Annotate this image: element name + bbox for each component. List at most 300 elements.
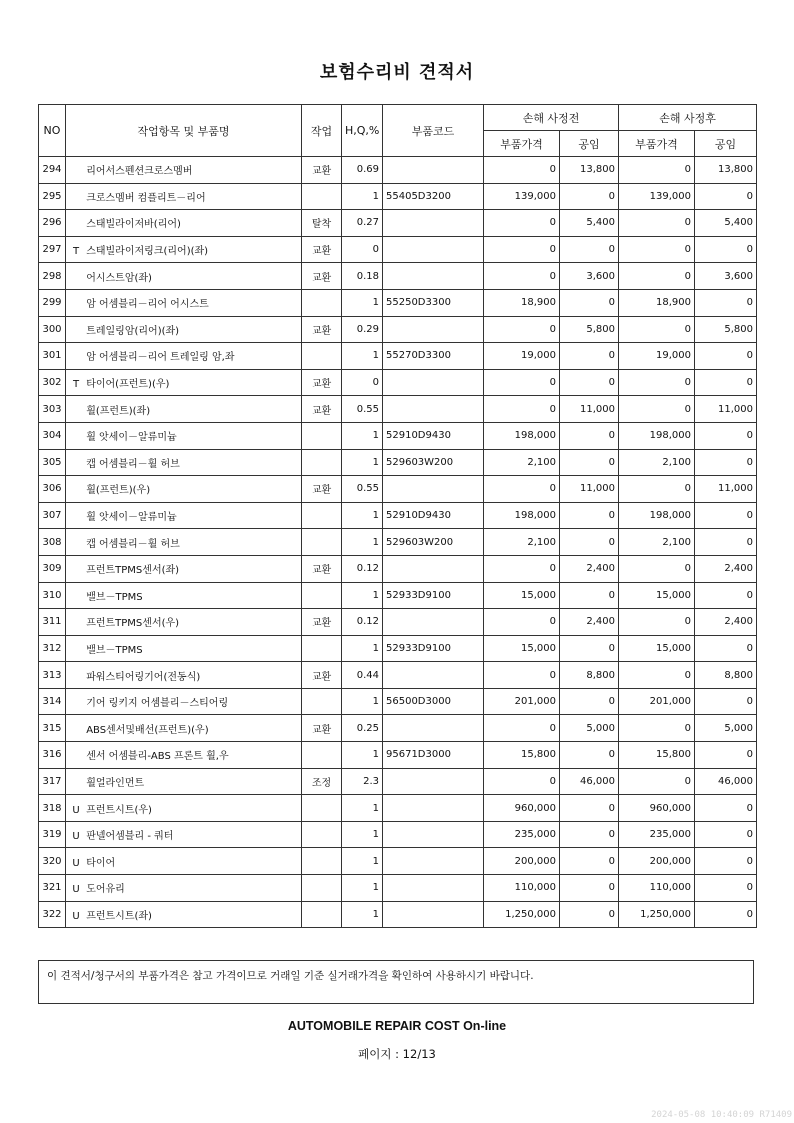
estimate-table xyxy=(38,104,757,928)
cell-item-label: 휠(프런트)(우) xyxy=(86,485,151,497)
cell-before-part-price: 960,000 xyxy=(484,795,560,822)
cell-after-labor: 0 xyxy=(695,236,757,263)
table-row xyxy=(39,210,757,237)
cell-after-labor: 13,800 xyxy=(695,157,757,184)
header-work: 작업 xyxy=(302,105,342,157)
cell-no: 317 xyxy=(39,768,66,795)
cell-after-labor: 5,800 xyxy=(695,316,757,343)
table-row xyxy=(39,529,757,556)
cell-before-part-price: 0 xyxy=(484,662,560,689)
cell-before-labor: 0 xyxy=(560,901,619,928)
cell-item-label: 도어유리 xyxy=(86,884,125,896)
cell-hq: 1 xyxy=(342,688,383,715)
cell-item-name xyxy=(66,688,302,715)
cell-hq: 1 xyxy=(342,582,383,609)
table-row xyxy=(39,289,757,316)
cell-after-part-price: 2,100 xyxy=(619,449,695,476)
cell-part-code xyxy=(383,210,484,237)
cell-work xyxy=(302,343,342,370)
cell-before-labor: 2,400 xyxy=(560,609,619,636)
cell-part-code xyxy=(383,662,484,689)
cell-no: 302 xyxy=(39,369,66,396)
cell-no: 296 xyxy=(39,210,66,237)
cell-after-labor: 0 xyxy=(695,848,757,875)
cell-part-code xyxy=(383,875,484,902)
cell-work: 교환 xyxy=(302,555,342,582)
cell-item-label: 프런트TPMS센서(우) xyxy=(86,618,180,630)
cell-item-name xyxy=(66,715,302,742)
cell-after-labor: 46,000 xyxy=(695,768,757,795)
cell-after-labor: 0 xyxy=(695,742,757,769)
cell-after-part-price: 2,100 xyxy=(619,529,695,556)
cell-before-part-price: 15,800 xyxy=(484,742,560,769)
cell-item-name xyxy=(66,343,302,370)
cell-item-name xyxy=(66,582,302,609)
cell-before-labor: 0 xyxy=(560,369,619,396)
document-title: 보험수리비 견적서 xyxy=(319,62,475,83)
cell-item-name xyxy=(66,768,302,795)
cell-work: 교환 xyxy=(302,609,342,636)
cell-work xyxy=(302,875,342,902)
cell-after-part-price: 139,000 xyxy=(619,183,695,210)
cell-work xyxy=(302,449,342,476)
cell-hq: 1 xyxy=(342,901,383,928)
cell-part-code xyxy=(383,555,484,582)
cell-part-code: 529603W200 xyxy=(383,529,484,556)
cell-no: 314 xyxy=(39,688,66,715)
header-after: 손해 사정후 xyxy=(619,105,757,131)
cell-part-code: 52910D9430 xyxy=(383,502,484,529)
cell-before-labor: 13,800 xyxy=(560,157,619,184)
table-row xyxy=(39,582,757,609)
table-row xyxy=(39,183,757,210)
table-row xyxy=(39,502,757,529)
cell-after-labor: 0 xyxy=(695,529,757,556)
cell-hq: 2.3 xyxy=(342,768,383,795)
cell-before-part-price: 0 xyxy=(484,768,560,795)
cell-hq: 1 xyxy=(342,529,383,556)
cell-no: 297 xyxy=(39,236,66,263)
cell-before-part-price: 2,100 xyxy=(484,449,560,476)
cell-item-label: 판넬어셈블리 - 쿼터 xyxy=(86,831,174,843)
cell-work xyxy=(302,821,342,848)
table-row xyxy=(39,742,757,769)
cell-no: 313 xyxy=(39,662,66,689)
cell-after-part-price: 19,000 xyxy=(619,343,695,370)
cell-item-name xyxy=(66,662,302,689)
cell-before-labor: 0 xyxy=(560,502,619,529)
table-row xyxy=(39,157,757,184)
cell-hq: 1 xyxy=(342,821,383,848)
cell-before-part-price: 110,000 xyxy=(484,875,560,902)
cell-item-name xyxy=(66,236,302,263)
cell-part-code xyxy=(383,236,484,263)
table-row xyxy=(39,316,757,343)
cell-after-labor: 11,000 xyxy=(695,476,757,503)
cell-item-name xyxy=(66,502,302,529)
cell-work xyxy=(302,901,342,928)
cell-work xyxy=(302,502,342,529)
cell-after-labor: 0 xyxy=(695,343,757,370)
cell-after-part-price: 0 xyxy=(619,396,695,423)
cell-hq: 1 xyxy=(342,875,383,902)
cell-after-labor: 0 xyxy=(695,901,757,928)
cell-after-part-price: 201,000 xyxy=(619,688,695,715)
cell-hq: 0.55 xyxy=(342,476,383,503)
cell-no: 298 xyxy=(39,263,66,290)
cell-no: 319 xyxy=(39,821,66,848)
cell-before-labor: 3,600 xyxy=(560,263,619,290)
cell-part-code xyxy=(383,316,484,343)
cell-work xyxy=(302,795,342,822)
cell-part-code: 56500D3000 xyxy=(383,688,484,715)
cell-after-part-price: 0 xyxy=(619,369,695,396)
cell-item-label: 타이어(프런트)(우) xyxy=(86,379,170,391)
cell-item-name xyxy=(66,476,302,503)
cell-item-label: 어시스트암(좌) xyxy=(86,272,152,284)
header-code: 부품코드 xyxy=(383,105,484,157)
cell-before-labor: 0 xyxy=(560,582,619,609)
print-timestamp: 2024-05-08 10:40:09 R71409 xyxy=(651,1110,792,1120)
cell-hq: 1 xyxy=(342,289,383,316)
cell-item-name xyxy=(66,157,302,184)
cell-hq: 0.12 xyxy=(342,555,383,582)
cell-item-name xyxy=(66,263,302,290)
cell-after-part-price: 198,000 xyxy=(619,422,695,449)
cell-before-labor: 0 xyxy=(560,742,619,769)
cell-hq: 0.18 xyxy=(342,263,383,290)
cell-item-name xyxy=(66,901,302,928)
cell-item-label: 프런트시트(좌) xyxy=(86,910,152,922)
cell-before-labor: 11,000 xyxy=(560,476,619,503)
cell-before-labor: 46,000 xyxy=(560,768,619,795)
cell-work: 교환 xyxy=(302,396,342,423)
cell-work: 조정 xyxy=(302,768,342,795)
cell-item-name xyxy=(66,289,302,316)
cell-part-code xyxy=(383,901,484,928)
cell-after-part-price: 15,800 xyxy=(619,742,695,769)
table-row xyxy=(39,369,757,396)
cell-item-label: 휠 앗세이－알류미늄 xyxy=(86,432,177,444)
cell-before-part-price: 0 xyxy=(484,396,560,423)
cell-part-code xyxy=(383,715,484,742)
cell-hq: 1 xyxy=(342,502,383,529)
cell-work: 교환 xyxy=(302,157,342,184)
cell-before-labor: 5,400 xyxy=(560,210,619,237)
header-after-part-price: 부품가격 xyxy=(619,131,695,157)
cell-work xyxy=(302,742,342,769)
cell-work: 교환 xyxy=(302,369,342,396)
cell-mark: U xyxy=(72,910,80,922)
cell-before-part-price: 0 xyxy=(484,555,560,582)
cell-item-label: 휠얼라인먼트 xyxy=(86,777,145,789)
cell-after-labor: 0 xyxy=(695,582,757,609)
header-before-labor: 공임 xyxy=(560,131,619,157)
cell-item-label: 센서 어셈블리-ABS 프론트 휠,우 xyxy=(86,751,229,763)
cell-hq: 0.25 xyxy=(342,715,383,742)
cell-after-labor: 5,400 xyxy=(695,210,757,237)
table-row xyxy=(39,609,757,636)
cell-item-name xyxy=(66,316,302,343)
cell-item-name xyxy=(66,555,302,582)
cell-after-labor: 2,400 xyxy=(695,609,757,636)
cell-after-labor: 0 xyxy=(695,795,757,822)
cell-no: 304 xyxy=(39,422,66,449)
cell-before-labor: 0 xyxy=(560,635,619,662)
cell-after-part-price: 0 xyxy=(619,157,695,184)
cell-before-part-price: 0 xyxy=(484,263,560,290)
cell-hq: 1 xyxy=(342,422,383,449)
cell-before-labor: 2,400 xyxy=(560,555,619,582)
cell-after-part-price: 0 xyxy=(619,768,695,795)
cell-after-labor: 11,000 xyxy=(695,396,757,423)
cell-part-code: 95671D3000 xyxy=(383,742,484,769)
cell-before-part-price: 0 xyxy=(484,715,560,742)
cell-before-part-price: 0 xyxy=(484,476,560,503)
cell-hq: 1 xyxy=(342,795,383,822)
cell-work: 교환 xyxy=(302,316,342,343)
cell-part-code xyxy=(383,157,484,184)
cell-item-label: 캡 어셈블리－휠 허브 xyxy=(86,538,180,550)
cell-before-part-price: 201,000 xyxy=(484,688,560,715)
cell-work xyxy=(302,183,342,210)
table-row xyxy=(39,795,757,822)
cell-before-labor: 11,000 xyxy=(560,396,619,423)
cell-after-part-price: 110,000 xyxy=(619,875,695,902)
cell-hq: 0.12 xyxy=(342,609,383,636)
cell-before-part-price: 18,900 xyxy=(484,289,560,316)
cell-no: 294 xyxy=(39,157,66,184)
cell-before-labor: 0 xyxy=(560,688,619,715)
table-row xyxy=(39,263,757,290)
cell-after-part-price: 200,000 xyxy=(619,848,695,875)
cell-no: 321 xyxy=(39,875,66,902)
cell-hq: 0 xyxy=(342,369,383,396)
cell-after-part-price: 960,000 xyxy=(619,795,695,822)
cell-no: 312 xyxy=(39,635,66,662)
cell-item-name xyxy=(66,529,302,556)
cell-part-code xyxy=(383,396,484,423)
table-row xyxy=(39,715,757,742)
cell-item-name xyxy=(66,875,302,902)
cell-item-label: 캡 어셈블리－휠 허브 xyxy=(86,458,180,470)
cell-after-labor: 0 xyxy=(695,502,757,529)
cell-before-labor: 0 xyxy=(560,875,619,902)
cell-no: 303 xyxy=(39,396,66,423)
cell-item-name xyxy=(66,848,302,875)
cell-before-part-price: 0 xyxy=(484,316,560,343)
cell-work xyxy=(302,422,342,449)
cell-after-part-price: 0 xyxy=(619,662,695,689)
cell-no: 318 xyxy=(39,795,66,822)
cell-before-part-price: 19,000 xyxy=(484,343,560,370)
cell-hq: 1 xyxy=(342,635,383,662)
cell-after-part-price: 0 xyxy=(619,316,695,343)
cell-before-part-price: 2,100 xyxy=(484,529,560,556)
cell-after-part-price: 15,000 xyxy=(619,635,695,662)
table-row xyxy=(39,875,757,902)
cell-item-label: 프런트시트(우) xyxy=(86,804,152,816)
cell-item-label: 휠(프런트)(좌) xyxy=(86,405,151,417)
cell-after-labor: 0 xyxy=(695,183,757,210)
header-before: 손해 사정전 xyxy=(484,105,619,131)
table-row xyxy=(39,662,757,689)
cell-item-label: 리어서스펜션크로스멤버 xyxy=(86,166,193,178)
cell-before-part-price: 0 xyxy=(484,157,560,184)
cell-after-labor: 0 xyxy=(695,688,757,715)
cell-item-name xyxy=(66,795,302,822)
cell-part-code: 52933D9100 xyxy=(383,635,484,662)
header-after-labor: 공임 xyxy=(695,131,757,157)
cell-hq: 0.55 xyxy=(342,396,383,423)
cell-item-label: 휠 앗세이－알류미늄 xyxy=(86,512,177,524)
cell-before-part-price: 198,000 xyxy=(484,502,560,529)
footer-brand: AUTOMOBILE REPAIR COST On-line xyxy=(287,1019,507,1033)
cell-item-label: 스태빌라이저링크(리어)(좌) xyxy=(86,246,209,258)
cell-before-labor: 0 xyxy=(560,183,619,210)
cell-after-labor: 5,000 xyxy=(695,715,757,742)
table-row xyxy=(39,449,757,476)
cell-hq: 1 xyxy=(342,343,383,370)
cell-item-name xyxy=(66,449,302,476)
cell-mark: T xyxy=(72,246,80,258)
cell-no: 306 xyxy=(39,476,66,503)
cell-after-part-price: 0 xyxy=(619,609,695,636)
cell-before-labor: 8,800 xyxy=(560,662,619,689)
cell-item-name xyxy=(66,369,302,396)
cell-before-labor: 0 xyxy=(560,795,619,822)
cell-after-part-price: 0 xyxy=(619,476,695,503)
cell-no: 315 xyxy=(39,715,66,742)
cell-part-code: 52933D9100 xyxy=(383,582,484,609)
cell-item-label: 암 어셈블리－리어 트레일링 암,좌 xyxy=(86,352,235,364)
cell-mark: U xyxy=(72,804,80,816)
cell-no: 307 xyxy=(39,502,66,529)
cell-before-part-price: 0 xyxy=(484,609,560,636)
cell-after-part-price: 0 xyxy=(619,263,695,290)
table-row xyxy=(39,821,757,848)
cell-after-labor: 0 xyxy=(695,289,757,316)
cell-item-name xyxy=(66,422,302,449)
header-no: NO xyxy=(39,105,66,157)
header-item: 작업항목 및 부품명 xyxy=(66,105,302,157)
cell-part-code: 55405D3200 xyxy=(383,183,484,210)
cell-no: 309 xyxy=(39,555,66,582)
cell-work: 교환 xyxy=(302,236,342,263)
cell-item-label: 밸브－TPMS xyxy=(86,644,143,656)
cell-work xyxy=(302,848,342,875)
cell-after-part-price: 198,000 xyxy=(619,502,695,529)
cell-after-labor: 0 xyxy=(695,449,757,476)
table-row xyxy=(39,476,757,503)
cell-part-code: 55270D3300 xyxy=(383,343,484,370)
cell-before-labor: 0 xyxy=(560,529,619,556)
cell-mark: U xyxy=(72,831,80,843)
table-row xyxy=(39,848,757,875)
cell-item-label: ABS센서및배선(프런트)(우) xyxy=(86,724,209,736)
cell-after-part-price: 0 xyxy=(619,555,695,582)
cell-after-labor: 3,600 xyxy=(695,263,757,290)
cell-before-part-price: 0 xyxy=(484,369,560,396)
table-row xyxy=(39,555,757,582)
cell-no: 301 xyxy=(39,343,66,370)
cell-item-label: 기어 링키지 어셈블리－스티어링 xyxy=(86,698,229,710)
table-row xyxy=(39,343,757,370)
cell-item-label: 스태빌라이저바(리어) xyxy=(86,219,181,231)
cell-after-labor: 0 xyxy=(695,635,757,662)
cell-work: 교환 xyxy=(302,476,342,503)
header-hq: H,Q,% xyxy=(342,105,383,157)
cell-part-code xyxy=(383,768,484,795)
cell-before-part-price: 15,000 xyxy=(484,635,560,662)
cell-before-labor: 5,800 xyxy=(560,316,619,343)
cell-after-labor: 0 xyxy=(695,369,757,396)
cell-work xyxy=(302,529,342,556)
cell-no: 308 xyxy=(39,529,66,556)
cell-no: 320 xyxy=(39,848,66,875)
cell-item-name xyxy=(66,742,302,769)
cell-before-labor: 0 xyxy=(560,821,619,848)
cell-after-labor: 2,400 xyxy=(695,555,757,582)
cell-before-labor: 0 xyxy=(560,422,619,449)
cell-item-label: 밸브－TPMS xyxy=(86,591,143,603)
cell-before-part-price: 0 xyxy=(484,210,560,237)
cell-hq: 1 xyxy=(342,848,383,875)
cell-after-part-price: 0 xyxy=(619,715,695,742)
page-number: 페이지 : 12/13 xyxy=(358,1047,436,1061)
table-row xyxy=(39,422,757,449)
cell-hq: 0.27 xyxy=(342,210,383,237)
cell-item-name xyxy=(66,821,302,848)
cell-before-part-price: 15,000 xyxy=(484,582,560,609)
cell-after-part-price: 15,000 xyxy=(619,582,695,609)
cell-before-part-price: 200,000 xyxy=(484,848,560,875)
cell-before-labor: 0 xyxy=(560,343,619,370)
price-notice: 이 견적서/청구서의 부품가격은 참고 가격이므로 거래일 기준 실거래가격을 확인하여 사용하시기 바랍니다. xyxy=(38,960,754,1004)
cell-part-code: 55250D3300 xyxy=(383,289,484,316)
cell-item-name xyxy=(66,183,302,210)
table-row xyxy=(39,396,757,423)
cell-hq: 0.44 xyxy=(342,662,383,689)
cell-part-code: 529603W200 xyxy=(383,449,484,476)
cell-part-code: 52910D9430 xyxy=(383,422,484,449)
cell-no: 311 xyxy=(39,609,66,636)
cell-after-part-price: 18,900 xyxy=(619,289,695,316)
cell-item-label: 프런트TPMS센서(좌) xyxy=(86,565,180,577)
cell-no: 299 xyxy=(39,289,66,316)
cell-no: 295 xyxy=(39,183,66,210)
table-row xyxy=(39,768,757,795)
cell-no: 322 xyxy=(39,901,66,928)
cell-after-part-price: 0 xyxy=(619,210,695,237)
cell-item-label: 암 어셈블리－리어 어시스트 xyxy=(86,299,209,311)
cell-hq: 1 xyxy=(342,183,383,210)
cell-part-code xyxy=(383,795,484,822)
cell-no: 300 xyxy=(39,316,66,343)
cell-item-label: 트레일링암(리어)(좌) xyxy=(86,325,180,337)
cell-part-code xyxy=(383,821,484,848)
cell-hq: 0.29 xyxy=(342,316,383,343)
cell-part-code xyxy=(383,848,484,875)
table-row xyxy=(39,901,757,928)
cell-before-part-price: 139,000 xyxy=(484,183,560,210)
cell-before-part-price: 1,250,000 xyxy=(484,901,560,928)
cell-item-name xyxy=(66,210,302,237)
cell-part-code xyxy=(383,609,484,636)
table-row xyxy=(39,688,757,715)
cell-hq: 0 xyxy=(342,236,383,263)
cell-no: 305 xyxy=(39,449,66,476)
